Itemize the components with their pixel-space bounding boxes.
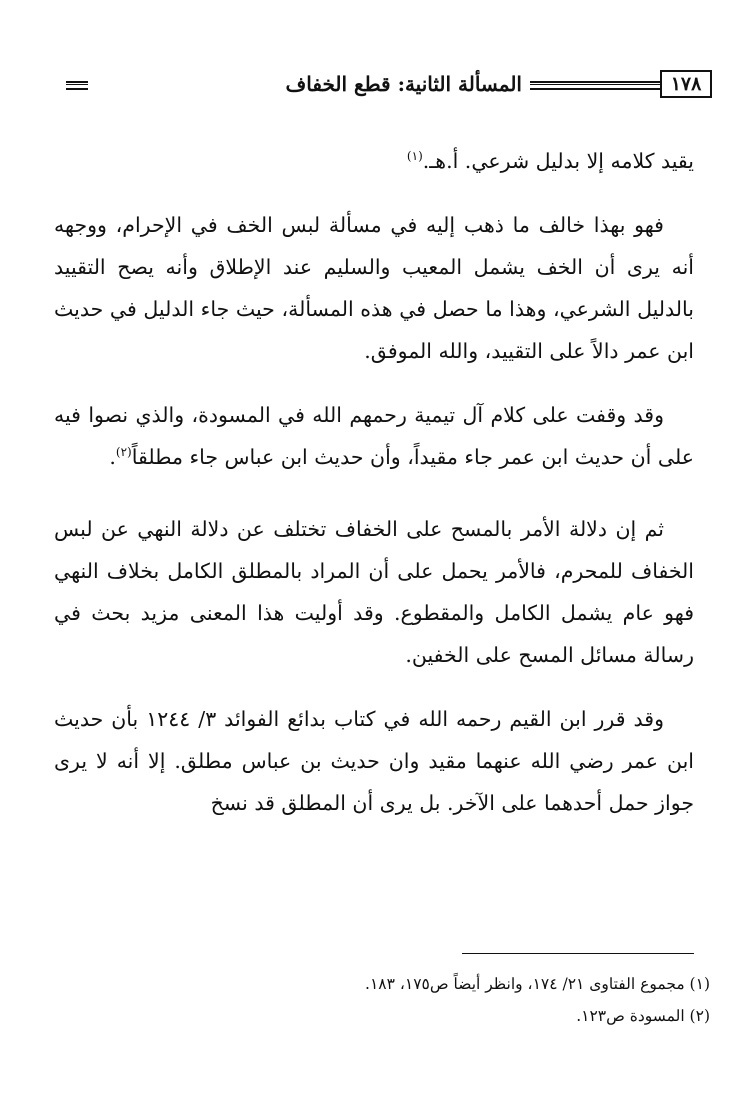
paragraph-4: ثم إن دلالة الأمر بالمسح على الخفاف تختلف عن دلالة النهي عن لبس الخفاف للمحرم، فالأمر يحمل على أن المراد بالمطلق الكامل بخلاف النهي فهو عام يشمل الكامل والمقطوع. وقد أوليت هذا المعنى مزيد بحث في رسالة مسائل المسح على الخفين. (54, 517, 694, 667)
paragraph-3: وقد وقفت على كلام آل تيمية رحمهم الله في المسودة، والذي نصوا فيه على أن حديث ابن عمر جاء مقيداً، وأن حديث ابن عباس جاء مطلقاً$^{(٢)}$. (54, 403, 694, 469)
main-text (54, 140, 694, 824)
footnote-2: (٢) المسودة ص١٢٣. (576, 1007, 710, 1025)
footnote-ref-2[interactable]: (٢) (115, 445, 132, 460)
page-number: ١٧٨ (670, 73, 702, 95)
paragraph-1: يقيد كلامه إلا بدليل شرعي. أ.هـ.$^{(١)}$ (406, 149, 694, 173)
page-number-box (660, 70, 712, 98)
paragraph-5: وقد قرر ابن القيم رحمه الله في كتاب بدائع الفوائد ٣/ ١٢٤٤ بأن حديث ابن عمر رضي الله عنهما مقيد وان حديث بن عباس مطلق. إلا أنه لا يرى جواز حمل أحدهما على الآخر. بل يرى أن المطلق قد نسخ (54, 707, 694, 815)
footnote-separator (462, 953, 694, 954)
header-rule-left (66, 81, 88, 90)
header-rule-right (530, 81, 660, 90)
footnote-ref-1[interactable]: (١) (406, 149, 423, 164)
paragraph-2: فهو بهذا خالف ما ذهب إليه في مسألة لبس الخف في الإحرام، ووجهه أنه يرى أن الخف يشمل المعيب والسليم عند الإطلاق وأنه يصح التقييد بالدليل الشرعي، وهذا ما حصل في هذه المسألة، حيث جاء الدليل في حديث ابن عمر دالاً على التقييد، والله الموفق. (54, 213, 694, 363)
chapter-title: المسألة الثانية: قطع الخفاف (285, 72, 522, 96)
footnote-1: (١) مجموع الفتاوى ٢١/ ١٧٤، وانظر أيضاً ص١٧٥، ١٨٣. (365, 975, 710, 993)
running-header (66, 66, 712, 110)
footnotes (90, 968, 710, 1032)
